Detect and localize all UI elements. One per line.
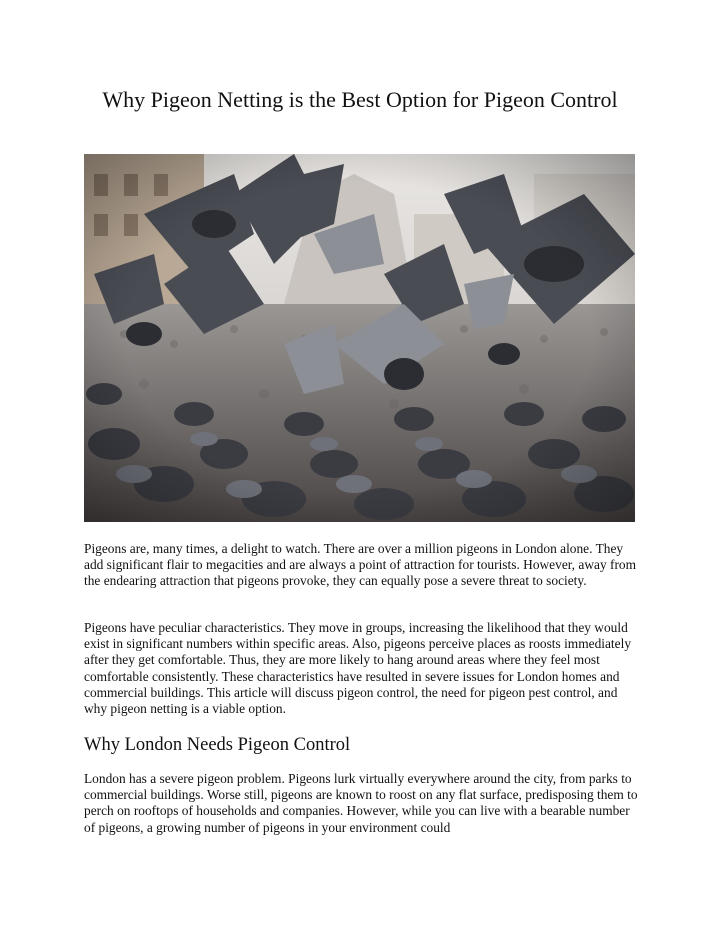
pigeon-flock-photo [84,154,635,522]
characteristics-paragraph: Pigeons have peculiar characteristics. They move in groups, increasing the likelihood that they would exist in significant numbers within specific areas. Also, pigeons perceive places as roosts immediately after they get comfortable. Thus, they are more likely to hang around areas where they feel most comfortable consistently. These characteristics have resulted in severe issues for London homes and commercial buildings. This article will discuss pigeon control, the need for pigeon pest control, and why pigeon netting is a viable option. [84,620,632,717]
section-heading: Why London Needs Pigeon Control [84,735,351,755]
intro-paragraph: Pigeons are, many times, a delight to watch. There are over a million pigeons in London alone. They add significant flair to megacities and are always a point of attraction for tourists. However, away from the endearing attraction that pigeons provoke, they can equally pose a severe threat to society. [84,541,637,589]
document-title: Why Pigeon Netting is the Best Option for Pigeon Control [102,87,618,112]
section-paragraph: London has a severe pigeon problem. Pigeons lurk virtually everywhere around the city, from parks to commercial buildings. Worse still, pigeons are known to roost on any flat surface, predisposing them to perch on rooftops of households and companies. However, while you can live with a bearable number of pigeons, a growing number of pigeons in your environment could [84,771,638,835]
